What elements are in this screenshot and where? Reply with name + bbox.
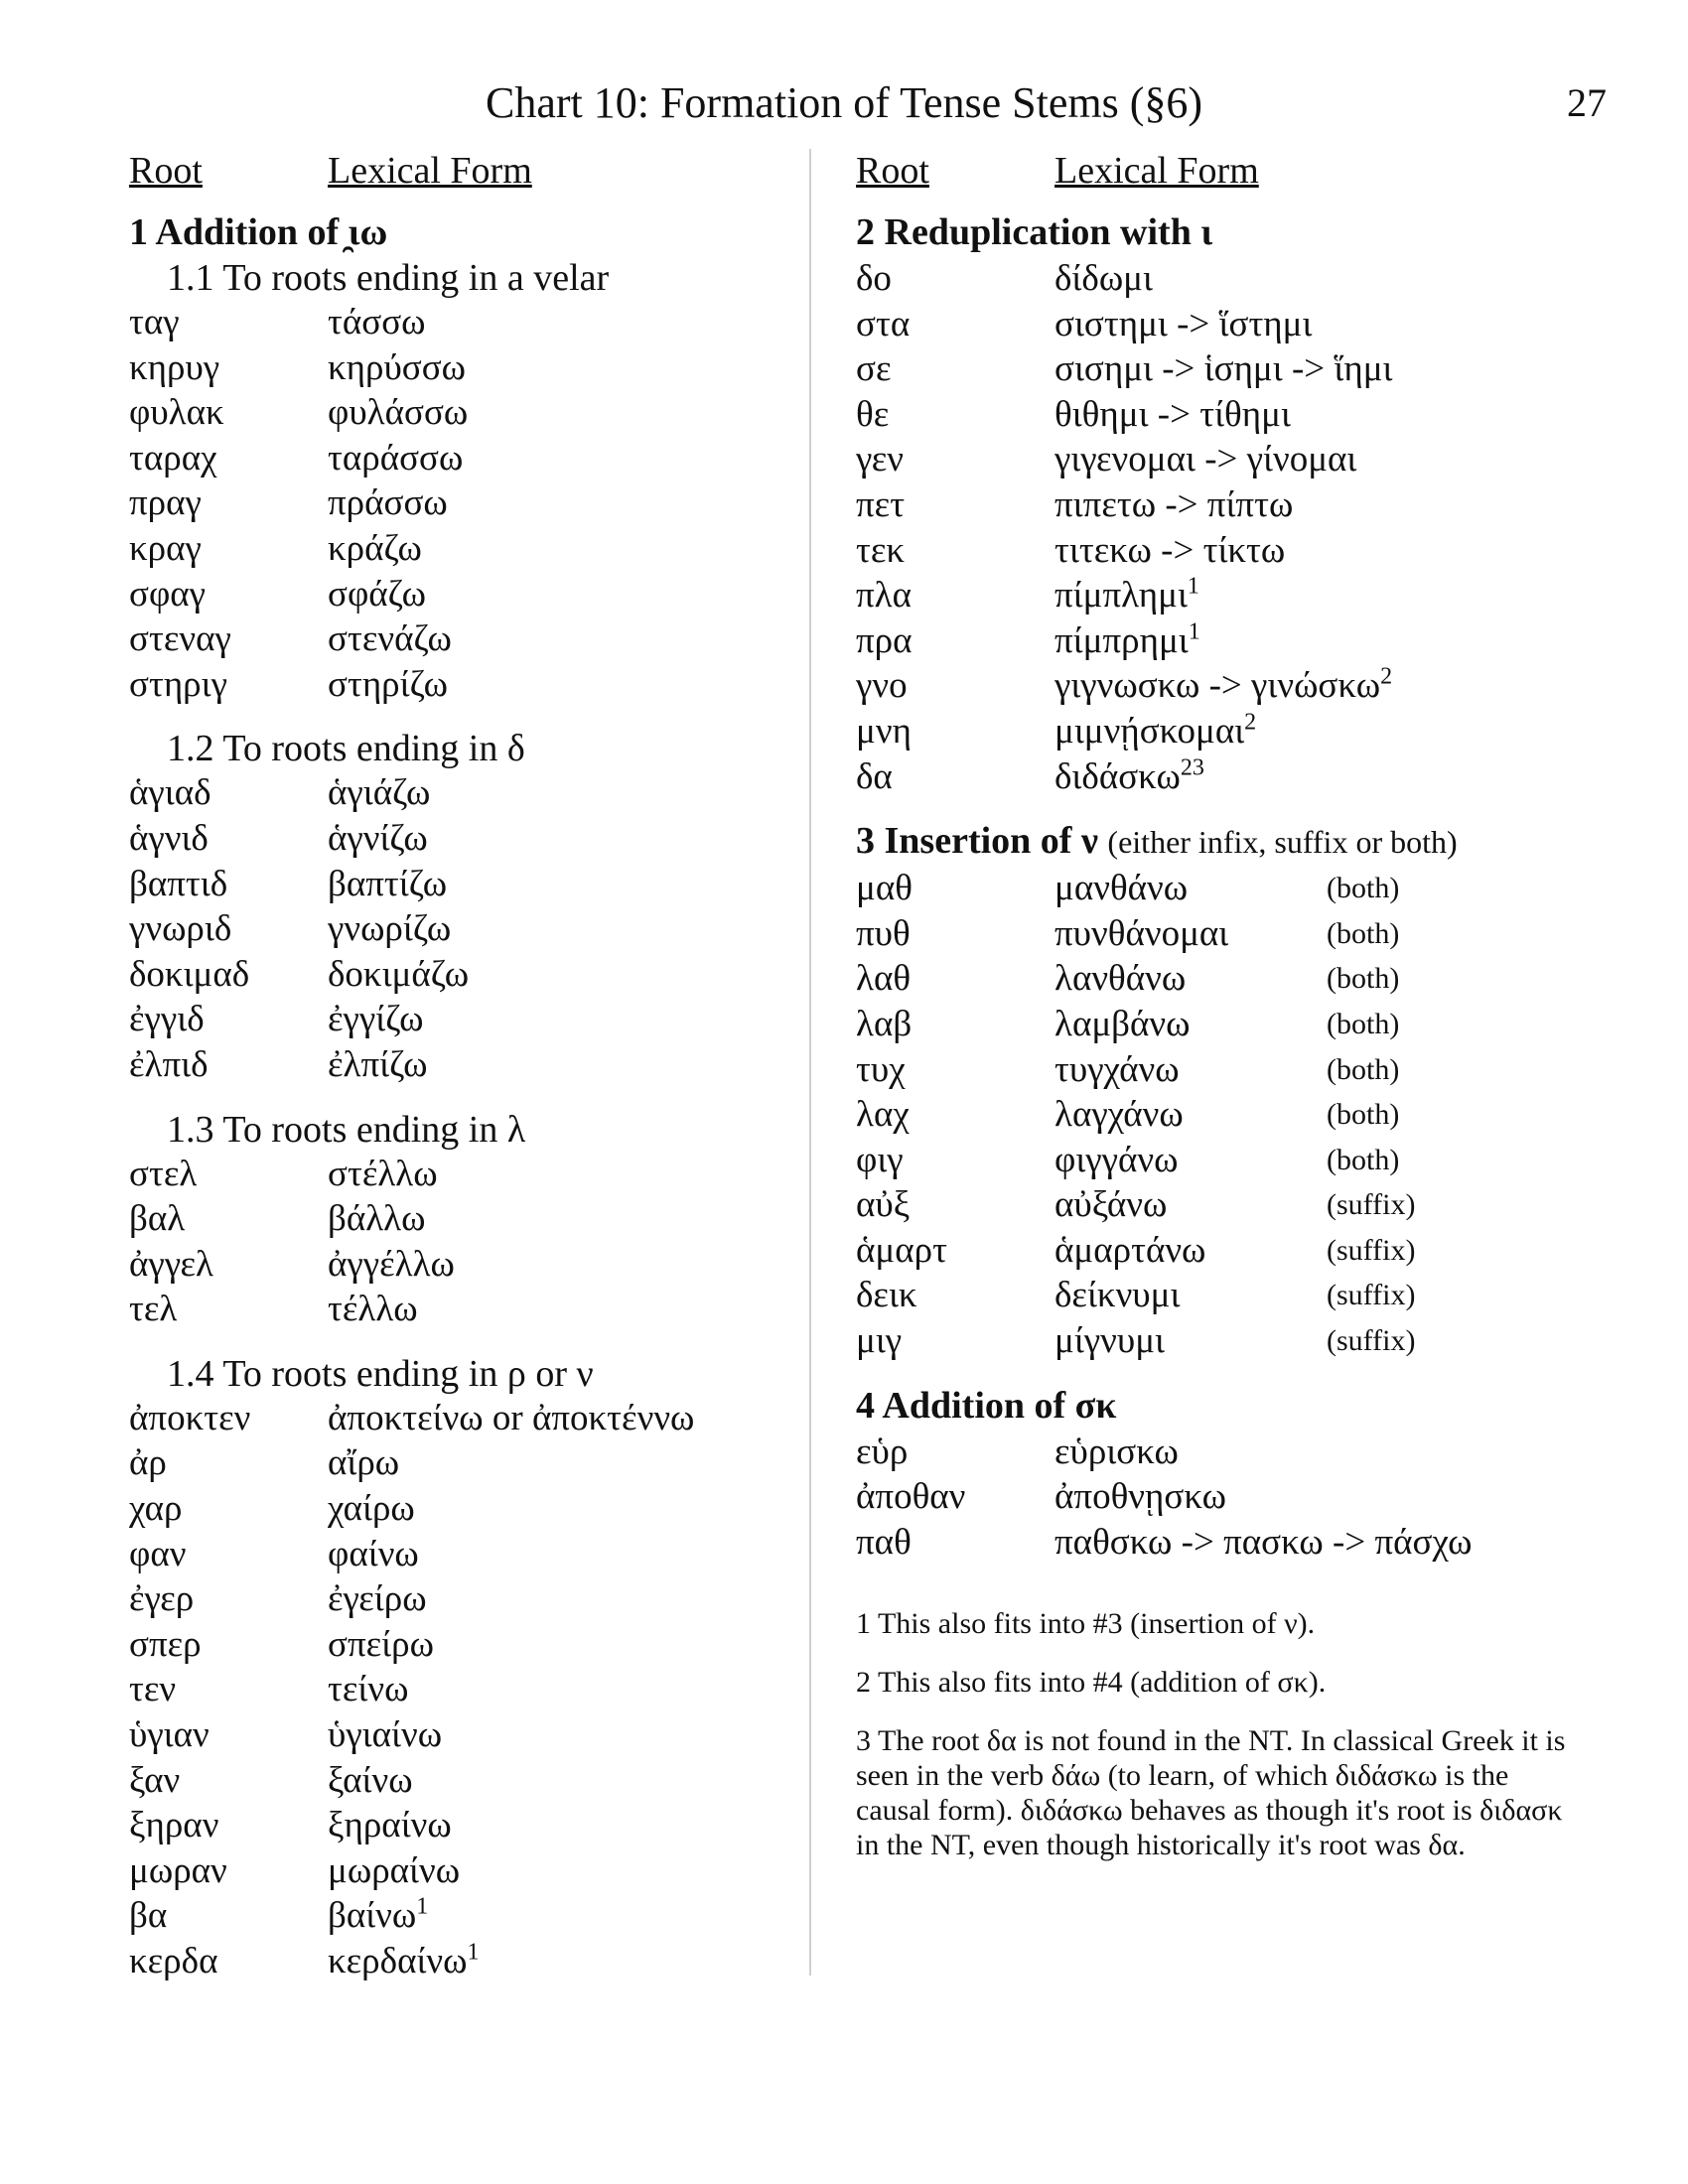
lexical-text: αἴρω bbox=[328, 1442, 400, 1484]
lexical-text: βαπτίζω bbox=[328, 863, 448, 904]
lexical-text: ἀποκτείνω or ἀποκτέννω bbox=[328, 1397, 695, 1438]
lexical-text: κηρύσσω bbox=[328, 346, 467, 388]
kind-cell: (both) bbox=[1327, 1143, 1400, 1176]
kind-cell: (suffix) bbox=[1327, 1188, 1416, 1222]
lexical-cell bbox=[1055, 1228, 1327, 1274]
lexical-text: ἁγιάζω bbox=[328, 772, 431, 814]
word-list bbox=[856, 256, 1611, 799]
lexical-text: βάλλω bbox=[328, 1198, 426, 1240]
lexical-cell bbox=[1055, 911, 1327, 957]
table-row bbox=[129, 770, 784, 816]
table-row bbox=[856, 346, 1611, 392]
table-row bbox=[129, 616, 784, 662]
root-cell: εὑρ bbox=[856, 1431, 909, 1472]
root-cell: τυχ bbox=[856, 1048, 906, 1090]
root-cell: ξηραν bbox=[129, 1805, 219, 1846]
kind-cell: (both) bbox=[1327, 872, 1400, 905]
root-cell: πλα bbox=[856, 575, 913, 616]
lexical-text: μιμνῄσκομαι bbox=[1055, 710, 1245, 751]
table-row bbox=[856, 392, 1611, 438]
lexical-cell bbox=[328, 616, 452, 662]
section-title: 2 Reduplication with ι bbox=[856, 211, 1213, 253]
root-cell: σφαγ bbox=[129, 573, 207, 614]
lexical-cell bbox=[328, 816, 428, 862]
root-cell: βαλ bbox=[129, 1198, 186, 1240]
word-list bbox=[129, 1396, 784, 1984]
table-row bbox=[129, 1242, 784, 1288]
root-cell: πετ bbox=[856, 483, 906, 525]
table-row bbox=[856, 1474, 1611, 1520]
right-column bbox=[856, 149, 1611, 1886]
lexical-text: ξηραίνω bbox=[328, 1805, 452, 1846]
lexical-text: γιγενομαι -> γίνομαι bbox=[1055, 439, 1357, 480]
table-row bbox=[129, 1803, 784, 1848]
table-row bbox=[129, 1939, 784, 1984]
table-row bbox=[129, 300, 784, 345]
table-row bbox=[129, 1287, 784, 1332]
table-row bbox=[856, 866, 1611, 911]
root-cell: σπερ bbox=[129, 1623, 202, 1665]
lexical-cell bbox=[1055, 663, 1393, 709]
lexical-cell bbox=[1055, 256, 1327, 302]
lexical-cell bbox=[328, 1152, 438, 1197]
lexical-cell bbox=[328, 345, 466, 391]
lexical-cell bbox=[1055, 346, 1393, 392]
table-row bbox=[856, 437, 1611, 482]
lexical-text: δίδωμι bbox=[1055, 258, 1153, 299]
root-cell: βαπτιδ bbox=[129, 863, 228, 904]
root-cell: πυθ bbox=[856, 912, 911, 954]
lexical-text: ξαίνω bbox=[328, 1759, 413, 1801]
lexical-cell bbox=[328, 572, 426, 617]
lexical-text: πίμπλημι bbox=[1055, 575, 1188, 616]
lexical-cell bbox=[328, 1440, 399, 1486]
table-row bbox=[129, 997, 784, 1042]
table-row bbox=[129, 862, 784, 907]
left-column-header bbox=[129, 149, 784, 193]
lexical-text: στενάζω bbox=[328, 618, 452, 660]
section-title: 1 Addition of ̯ιω bbox=[129, 211, 388, 253]
lexical-text: φυλάσσω bbox=[328, 392, 469, 434]
table-row bbox=[129, 1532, 784, 1577]
table-row bbox=[856, 618, 1611, 664]
lexical-cell bbox=[1055, 1318, 1327, 1364]
root-cell: ταγ bbox=[129, 302, 180, 342]
table-row bbox=[856, 528, 1611, 574]
lexical-cell bbox=[328, 1803, 452, 1848]
table-row bbox=[129, 1486, 784, 1532]
lexical-text: στέλλω bbox=[328, 1153, 438, 1194]
table-row bbox=[129, 1396, 784, 1441]
lexical-text: τιτεκω -> τίκτω bbox=[1055, 529, 1286, 571]
page-title: Chart 10: Formation of Tense Stems (§6) bbox=[485, 78, 1203, 127]
lexical-cell bbox=[328, 526, 422, 572]
root-cell: ἐγερ bbox=[129, 1578, 195, 1620]
lexical-text: γνωρίζω bbox=[328, 908, 452, 950]
right-column-header bbox=[856, 149, 1611, 193]
root-cell: φιγ bbox=[856, 1139, 904, 1180]
table-row bbox=[129, 1152, 784, 1197]
lexical-cell bbox=[1055, 573, 1327, 618]
footnote-ref: 1 bbox=[1188, 618, 1200, 645]
lexical-text: σφάζω bbox=[328, 573, 427, 614]
root-cell: στεναγ bbox=[129, 618, 231, 660]
lexical-text: παθσκω -> πασκω -> πάσχω bbox=[1055, 1521, 1473, 1563]
root-cell: ἁγιαδ bbox=[129, 772, 211, 814]
table-row bbox=[129, 816, 784, 862]
table-row bbox=[129, 952, 784, 998]
table-row bbox=[856, 1047, 1611, 1093]
word-list bbox=[129, 1152, 784, 1332]
lexical-text: κράζω bbox=[328, 527, 422, 569]
lexical-cell bbox=[328, 1532, 419, 1577]
table-row bbox=[129, 1848, 784, 1894]
section-note: (either infix, suffix or both) bbox=[1107, 824, 1458, 861]
root-cell: λαβ bbox=[856, 1003, 913, 1044]
table-row bbox=[129, 480, 784, 526]
lexical-cell bbox=[328, 1196, 425, 1242]
root-cell: ἐγγιδ bbox=[129, 999, 205, 1040]
lexical-text: ἐγείρω bbox=[328, 1578, 427, 1620]
lexical-cell bbox=[1055, 618, 1327, 664]
lexical-text: χαίρω bbox=[328, 1488, 415, 1530]
left-column bbox=[129, 149, 784, 1984]
root-cell: σε bbox=[856, 348, 892, 390]
lexical-cell bbox=[1055, 709, 1327, 754]
lexical-cell bbox=[1055, 482, 1327, 528]
lexical-text: φιγγάνω bbox=[1055, 1139, 1179, 1180]
root-cell: πραγ bbox=[129, 482, 202, 524]
lexical-cell bbox=[1055, 1520, 1473, 1566]
table-row bbox=[129, 345, 784, 391]
table-row bbox=[856, 1228, 1611, 1274]
root-cell: γεν bbox=[856, 439, 904, 480]
lexical-cell bbox=[328, 997, 424, 1042]
table-row bbox=[129, 662, 784, 708]
lexical-text: μίγνυμι bbox=[1055, 1320, 1165, 1362]
table-row bbox=[129, 1893, 784, 1939]
lexical-text: ἐγγίζω bbox=[328, 999, 424, 1040]
root-cell: μνη bbox=[856, 710, 912, 751]
lexical-cell bbox=[1055, 1138, 1327, 1183]
kind-cell: (suffix) bbox=[1327, 1324, 1416, 1358]
lexical-cell bbox=[328, 1712, 442, 1758]
kind-cell: (both) bbox=[1327, 1052, 1400, 1086]
root-cell: τεν bbox=[129, 1669, 177, 1710]
root-cell: χαρ bbox=[129, 1488, 183, 1530]
table-row bbox=[856, 482, 1611, 528]
root-cell: πρα bbox=[856, 619, 913, 661]
root-cell: ὑγιαν bbox=[129, 1714, 210, 1756]
footnote: 2 This also fits into #4 (addition of σκ). bbox=[856, 1666, 1327, 1700]
table-row bbox=[129, 1042, 784, 1088]
lexical-cell bbox=[328, 662, 448, 708]
subsection-title: 1.4 To roots ending in ρ or ν bbox=[167, 1352, 594, 1395]
lexical-text: πράσσω bbox=[328, 482, 448, 524]
section-title: 4 Addition of σκ bbox=[856, 1384, 1117, 1427]
lexical-text: κερδαίνω bbox=[328, 1941, 468, 1981]
table-row bbox=[856, 911, 1611, 957]
table-row bbox=[129, 1622, 784, 1668]
lexical-text: τέλλω bbox=[328, 1289, 418, 1330]
root-cell: μιγ bbox=[856, 1320, 903, 1362]
root-cell: φυλακ bbox=[129, 392, 224, 434]
root-cell: ἁγνιδ bbox=[129, 817, 209, 859]
lexical-text: σιστημι -> ἵστημι bbox=[1055, 303, 1313, 344]
lexical-cell bbox=[328, 1242, 455, 1288]
table-row bbox=[856, 1273, 1611, 1318]
word-list bbox=[129, 300, 784, 707]
lexical-text: τείνω bbox=[328, 1669, 409, 1710]
lexical-text: μωραίνω bbox=[328, 1849, 461, 1891]
root-cell: λαχ bbox=[856, 1094, 910, 1136]
lexical-text: ἐλπίζω bbox=[328, 1043, 428, 1085]
lexical-cell bbox=[328, 1893, 428, 1939]
section-title bbox=[856, 819, 1611, 864]
lexical-text: φαίνω bbox=[328, 1533, 419, 1574]
footnote: 1 This also fits into #3 (insertion of ν). bbox=[856, 1607, 1316, 1641]
lexical-text: λαμβάνω bbox=[1055, 1003, 1191, 1044]
lexical-text: ἀποθνῃσκω bbox=[1055, 1476, 1226, 1518]
root-header: Root bbox=[856, 150, 929, 192]
root-cell: μαθ bbox=[856, 868, 913, 909]
lexical-text: δείκνυμι bbox=[1055, 1275, 1181, 1316]
table-row bbox=[856, 256, 1611, 302]
lexical-text: πιπετω -> πίπτω bbox=[1055, 483, 1294, 525]
table-row bbox=[129, 1712, 784, 1758]
lexical-form-header: Lexical Form bbox=[1055, 150, 1259, 192]
footnote-ref: 1 bbox=[1187, 573, 1199, 600]
root-cell: αὐξ bbox=[856, 1184, 911, 1226]
root-cell: τεκ bbox=[856, 529, 906, 571]
kind-cell: (both) bbox=[1327, 1098, 1400, 1132]
footnote-ref: 2 bbox=[1380, 664, 1393, 691]
root-cell: φαν bbox=[129, 1533, 187, 1574]
root-cell: δο bbox=[856, 258, 892, 299]
lexical-cell bbox=[1055, 956, 1327, 1002]
lexical-cell bbox=[328, 390, 468, 436]
lexical-cell bbox=[328, 1939, 480, 1984]
table-row bbox=[129, 906, 784, 952]
root-cell: δα bbox=[856, 755, 893, 797]
root-cell: ἀποθαν bbox=[856, 1476, 966, 1518]
lexical-text: τυγχάνω bbox=[1055, 1048, 1180, 1090]
lexical-cell bbox=[1055, 1474, 1327, 1520]
lexical-text: μανθάνω bbox=[1055, 868, 1189, 909]
root-cell: ἐλπιδ bbox=[129, 1043, 209, 1085]
lexical-cell bbox=[1055, 1002, 1327, 1047]
table-row bbox=[856, 1092, 1611, 1138]
root-cell: βα bbox=[129, 1895, 168, 1937]
root-cell: μωραν bbox=[129, 1849, 227, 1891]
root-header: Root bbox=[129, 150, 203, 192]
root-cell: ταραχ bbox=[129, 437, 217, 478]
lexical-text: πίμπρημι bbox=[1055, 619, 1189, 661]
lexical-cell bbox=[1055, 1047, 1327, 1093]
lexical-text: θιθημι -> τίθημι bbox=[1055, 393, 1291, 435]
lexical-text: εὑρισκω bbox=[1055, 1431, 1179, 1472]
subsection-title: 1.2 To roots ending in δ bbox=[167, 728, 525, 770]
lexical-text: λαγχάνω bbox=[1055, 1094, 1184, 1136]
table-row bbox=[856, 1430, 1611, 1475]
root-cell: παθ bbox=[856, 1521, 912, 1563]
table-row bbox=[856, 709, 1611, 754]
lexical-cell bbox=[328, 862, 447, 907]
table-row bbox=[129, 1196, 784, 1242]
subsection-title: 1.1 To roots ending in a velar bbox=[167, 257, 610, 299]
lexical-cell bbox=[328, 1576, 427, 1622]
lexical-cell bbox=[328, 1758, 413, 1804]
lexical-cell bbox=[1055, 302, 1327, 347]
lexical-text: ταράσσω bbox=[328, 437, 464, 478]
kind-cell: (both) bbox=[1327, 916, 1400, 950]
table-row bbox=[856, 573, 1611, 618]
root-cell: θε bbox=[856, 393, 890, 435]
kind-cell: (both) bbox=[1327, 1007, 1400, 1040]
table-row bbox=[856, 302, 1611, 347]
table-row bbox=[856, 754, 1611, 800]
lexical-cell bbox=[1055, 392, 1327, 438]
table-row bbox=[856, 663, 1611, 709]
column-divider bbox=[809, 149, 811, 1976]
word-list bbox=[856, 866, 1611, 1364]
lexical-text: σπείρω bbox=[328, 1623, 434, 1665]
table-row bbox=[856, 1182, 1611, 1228]
lexical-cell bbox=[1055, 1092, 1327, 1138]
lexical-form-header: Lexical Form bbox=[328, 150, 532, 192]
footnote: 3 The root δα is not found in the NT. In classical Greek it is seen in the verb δάω (to learn, of which διδάσκω is the causal form). διδάσκω behaves as though it's root is διδασκ in the NT, even though historically it's root was δα. bbox=[856, 1724, 1566, 1862]
root-cell: δεικ bbox=[856, 1275, 917, 1316]
root-cell: ξαν bbox=[129, 1759, 181, 1801]
lexical-cell bbox=[328, 436, 463, 481]
lexical-cell bbox=[1055, 1273, 1327, 1318]
lexical-text: πυνθάνομαι bbox=[1055, 912, 1229, 954]
table-row bbox=[129, 390, 784, 436]
table-row bbox=[129, 526, 784, 572]
lexical-text: λανθάνω bbox=[1055, 958, 1187, 1000]
lexical-cell bbox=[328, 770, 430, 816]
lexical-cell bbox=[328, 480, 448, 526]
table-row bbox=[856, 956, 1611, 1002]
lexical-text: γιγνωσκω -> γινώσκω bbox=[1055, 665, 1381, 707]
lexical-cell bbox=[328, 1486, 415, 1532]
lexical-cell bbox=[328, 1622, 434, 1668]
lexical-cell bbox=[1055, 866, 1327, 911]
kind-cell: (suffix) bbox=[1327, 1279, 1416, 1312]
lexical-text: ἁγνίζω bbox=[328, 817, 428, 859]
lexical-cell bbox=[328, 1667, 408, 1712]
lexical-cell bbox=[328, 1848, 460, 1894]
word-list bbox=[129, 770, 784, 1087]
lexical-cell bbox=[1055, 437, 1357, 482]
word-list bbox=[856, 1430, 1611, 1566]
root-cell: δοκιμαδ bbox=[129, 953, 250, 995]
lexical-cell bbox=[328, 952, 469, 998]
lexical-cell bbox=[1055, 1430, 1327, 1475]
lexical-text: βαίνω bbox=[328, 1895, 417, 1937]
root-cell: ἀγγελ bbox=[129, 1243, 213, 1285]
table-row bbox=[856, 1002, 1611, 1047]
root-cell: ἁμαρτ bbox=[856, 1229, 947, 1271]
table-row bbox=[129, 1758, 784, 1804]
lexical-text: αὐξάνω bbox=[1055, 1184, 1168, 1226]
lexical-cell bbox=[1055, 1182, 1327, 1228]
lexical-cell bbox=[328, 1396, 694, 1441]
footnote-ref: 23 bbox=[1180, 754, 1204, 781]
lexical-cell bbox=[1055, 528, 1327, 574]
footnote-ref: 1 bbox=[467, 1939, 480, 1966]
root-cell: γνωριδ bbox=[129, 908, 232, 950]
table-row bbox=[129, 436, 784, 481]
lexical-cell bbox=[1055, 754, 1327, 800]
lexical-text: ὑγιαίνω bbox=[328, 1714, 443, 1756]
lexical-cell bbox=[328, 1042, 427, 1088]
table-row bbox=[129, 1440, 784, 1486]
footnote-ref: 1 bbox=[416, 1894, 429, 1921]
lexical-text: δοκιμάζω bbox=[328, 953, 470, 995]
root-cell: ἀποκτεν bbox=[129, 1397, 251, 1438]
table-row bbox=[129, 1667, 784, 1712]
lexical-text: στηρίζω bbox=[328, 663, 448, 705]
lexical-text: σισημι -> ἱσημι -> ἵημι bbox=[1055, 348, 1393, 390]
root-cell: κραγ bbox=[129, 527, 202, 569]
subsection-title: 1.3 To roots ending in λ bbox=[167, 1108, 526, 1151]
root-cell: στηριγ bbox=[129, 663, 227, 705]
lexical-cell bbox=[328, 300, 426, 345]
root-cell: στελ bbox=[129, 1153, 198, 1194]
lexical-cell bbox=[328, 1287, 418, 1332]
table-row bbox=[856, 1318, 1611, 1364]
kind-cell: (both) bbox=[1327, 962, 1400, 996]
root-cell: κερδα bbox=[129, 1941, 218, 1981]
root-cell: στα bbox=[856, 303, 911, 344]
footnote-ref: 2 bbox=[1244, 709, 1257, 736]
root-cell: τελ bbox=[129, 1289, 178, 1330]
lexical-text: διδάσκω bbox=[1055, 755, 1181, 797]
table-row bbox=[129, 572, 784, 617]
table-row bbox=[129, 1576, 784, 1622]
kind-cell: (suffix) bbox=[1327, 1233, 1416, 1267]
table-row bbox=[856, 1138, 1611, 1183]
lexical-text: ἁμαρτάνω bbox=[1055, 1229, 1206, 1271]
lexical-text: τάσσω bbox=[328, 302, 426, 342]
lexical-text: ἀγγέλλω bbox=[328, 1243, 455, 1285]
root-cell: γνο bbox=[856, 665, 908, 707]
root-cell: λαθ bbox=[856, 958, 912, 1000]
section-title-text: 3 Insertion of ν bbox=[856, 820, 1098, 863]
lexical-cell bbox=[328, 906, 451, 952]
root-cell: κηρυγ bbox=[129, 346, 220, 388]
table-row bbox=[856, 1520, 1611, 1566]
page-number: 27 bbox=[1567, 80, 1607, 125]
root-cell: ἀρ bbox=[129, 1442, 167, 1484]
